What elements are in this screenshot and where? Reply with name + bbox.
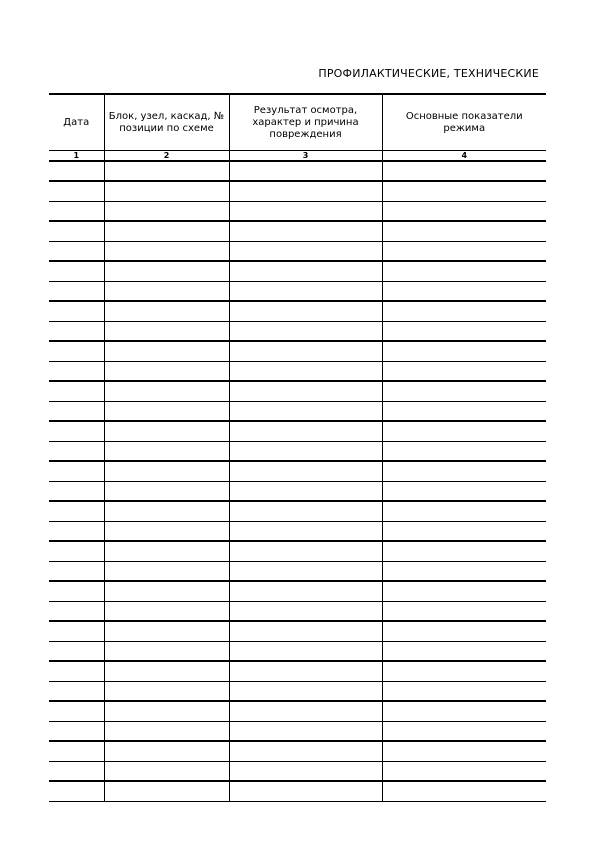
table-cell[interactable] [382,722,546,742]
table-cell[interactable] [49,301,104,322]
table-cell[interactable] [104,562,229,582]
table-cell[interactable] [104,461,229,482]
table-cell[interactable] [382,322,546,342]
table-row [49,621,546,642]
table-cell[interactable] [104,522,229,542]
table-cell[interactable] [382,621,546,642]
table-cell[interactable] [104,501,229,522]
column-number-4: 4 [382,151,546,162]
table-cell[interactable] [229,341,382,362]
table-cell[interactable] [49,461,104,482]
table-cell[interactable] [382,701,546,722]
table-cell[interactable] [382,362,546,382]
table-row [49,781,546,802]
table-row [49,562,546,582]
page-title: ПРОФИЛАКТИЧЕСКИЕ, ТЕХНИЧЕСКИЕ [318,67,539,80]
table-cell[interactable] [382,562,546,582]
table-cell[interactable] [104,341,229,362]
table-cell[interactable] [49,442,104,462]
table-cell[interactable] [382,602,546,622]
table-cell[interactable] [49,242,104,262]
table-cell[interactable] [104,541,229,562]
table-cell[interactable] [104,421,229,442]
table-cell[interactable] [49,421,104,442]
table-cell[interactable] [104,442,229,462]
table-cell[interactable] [382,442,546,462]
table-cell[interactable] [104,602,229,622]
table-cell[interactable] [104,242,229,262]
table-cell[interactable] [49,501,104,522]
table-cell[interactable] [104,661,229,682]
table-cell[interactable] [382,642,546,662]
table-cell[interactable] [49,781,104,802]
table-cell[interactable] [104,261,229,282]
column-number-row [49,151,546,162]
table-cell[interactable] [229,381,382,402]
table-cell[interactable] [104,722,229,742]
table-row [49,581,546,602]
table-cell[interactable] [229,541,382,562]
table-cell[interactable] [49,701,104,722]
table-cell[interactable] [229,322,382,342]
table-cell[interactable] [229,442,382,462]
table-row [49,522,546,542]
table-cell[interactable] [229,221,382,242]
table-row [49,661,546,682]
column-number-1: 1 [49,151,104,162]
table-cell[interactable] [229,282,382,302]
table-cell[interactable] [104,621,229,642]
table-cell[interactable] [104,781,229,802]
table-cell[interactable] [229,261,382,282]
table-cell[interactable] [382,482,546,502]
table-cell[interactable] [49,161,104,181]
table-cell[interactable] [49,602,104,622]
table-cell[interactable] [382,282,546,302]
table-cell[interactable] [49,741,104,762]
table-cell[interactable] [49,541,104,562]
table-cell[interactable] [229,741,382,762]
table-cell[interactable] [229,482,382,502]
table-cell[interactable] [229,402,382,422]
table-cell[interactable] [382,461,546,482]
table-cell[interactable] [49,381,104,402]
table-cell[interactable] [49,581,104,602]
table-cell[interactable] [104,322,229,342]
header-unit: Блок, узел, каскад, № позиции по схеме [104,94,229,151]
table-cell[interactable] [229,682,382,702]
table-cell[interactable] [382,301,546,322]
header-row [49,94,546,151]
table-cell[interactable] [382,402,546,422]
table-cell[interactable] [49,362,104,382]
table-cell[interactable] [229,722,382,742]
table-cell[interactable] [104,402,229,422]
table-cell[interactable] [382,682,546,702]
table-row [49,701,546,722]
table-cell[interactable] [229,661,382,682]
table-row [49,421,546,442]
column-number-3: 3 [229,151,382,162]
table-row [49,221,546,242]
table-cell[interactable] [382,581,546,602]
table-cell[interactable] [49,202,104,222]
table-cell[interactable] [382,261,546,282]
table-cell[interactable] [382,381,546,402]
table-cell[interactable] [49,722,104,742]
table-cell[interactable] [382,421,546,442]
table-row [49,642,546,662]
table-cell[interactable] [382,202,546,222]
table-row [49,501,546,522]
table-row [49,682,546,702]
table-row [49,602,546,622]
table-cell[interactable] [229,181,382,202]
table-cell[interactable] [229,621,382,642]
table-cell[interactable] [104,701,229,722]
table-cell[interactable] [104,362,229,382]
table-row [49,722,546,742]
table-cell[interactable] [229,701,382,722]
table-cell[interactable] [104,581,229,602]
table-cell[interactable] [49,322,104,342]
table-cell[interactable] [382,781,546,802]
table-cell[interactable] [229,242,382,262]
table-cell[interactable] [104,301,229,322]
table-row [49,282,546,302]
table-cell[interactable] [49,621,104,642]
table-cell[interactable] [229,522,382,542]
table-cell[interactable] [382,541,546,562]
table-cell[interactable] [382,661,546,682]
table-cell[interactable] [229,501,382,522]
table-row [49,242,546,262]
table-cell[interactable] [104,221,229,242]
table-cell[interactable] [49,562,104,582]
table-cell[interactable] [104,161,229,181]
table-cell[interactable] [229,161,382,181]
table-row [49,442,546,462]
table-cell[interactable] [229,581,382,602]
table-cell[interactable] [104,642,229,662]
table-row [49,482,546,502]
table-cell[interactable] [49,341,104,362]
table-row [49,261,546,282]
table-row [49,161,546,181]
table-row [49,762,546,782]
table-cell[interactable] [104,741,229,762]
table-cell[interactable] [382,242,546,262]
table-cell[interactable] [49,642,104,662]
table-cell[interactable] [382,522,546,542]
table-cell[interactable] [104,682,229,702]
table-cell[interactable] [382,501,546,522]
table-cell[interactable] [229,762,382,782]
table-cell[interactable] [229,642,382,662]
table-row [49,741,546,762]
table-cell[interactable] [382,341,546,362]
table-row [49,402,546,422]
header-date: Дата [49,94,104,151]
log-body [49,161,546,802]
table-cell[interactable] [49,661,104,682]
table-row [49,381,546,402]
table-cell[interactable] [229,602,382,622]
table-row [49,362,546,382]
table-cell[interactable] [229,781,382,802]
header-inspection-result: Результат осмотра, характер и причина повреждения [229,94,382,151]
table-cell[interactable] [104,482,229,502]
table-cell[interactable] [104,202,229,222]
table-cell[interactable] [382,221,546,242]
table-cell[interactable] [104,762,229,782]
column-number-2: 2 [104,151,229,162]
table-cell[interactable] [382,762,546,782]
table-row [49,202,546,222]
table-row [49,541,546,562]
table-cell[interactable] [229,362,382,382]
table-cell[interactable] [382,161,546,181]
table-cell[interactable] [104,282,229,302]
table-cell[interactable] [229,562,382,582]
table-cell[interactable] [49,261,104,282]
table-cell[interactable] [49,282,104,302]
table-row [49,322,546,342]
table-row [49,461,546,482]
table-cell[interactable] [49,482,104,502]
table-cell[interactable] [229,301,382,322]
table-cell[interactable] [49,221,104,242]
table-cell[interactable] [229,461,382,482]
table-cell[interactable] [229,421,382,442]
table-cell[interactable] [49,682,104,702]
table-cell[interactable] [49,522,104,542]
table-cell[interactable] [382,181,546,202]
table-cell[interactable] [229,202,382,222]
table-cell[interactable] [49,762,104,782]
header-mode-indicators: Основные показатели режима [382,94,546,151]
table-row [49,341,546,362]
table-row [49,181,546,202]
table-row [49,301,546,322]
table-cell[interactable] [104,381,229,402]
table-cell[interactable] [382,741,546,762]
table-cell[interactable] [49,402,104,422]
maintenance-log-table [49,93,546,802]
table-cell[interactable] [104,181,229,202]
table-cell[interactable] [49,181,104,202]
